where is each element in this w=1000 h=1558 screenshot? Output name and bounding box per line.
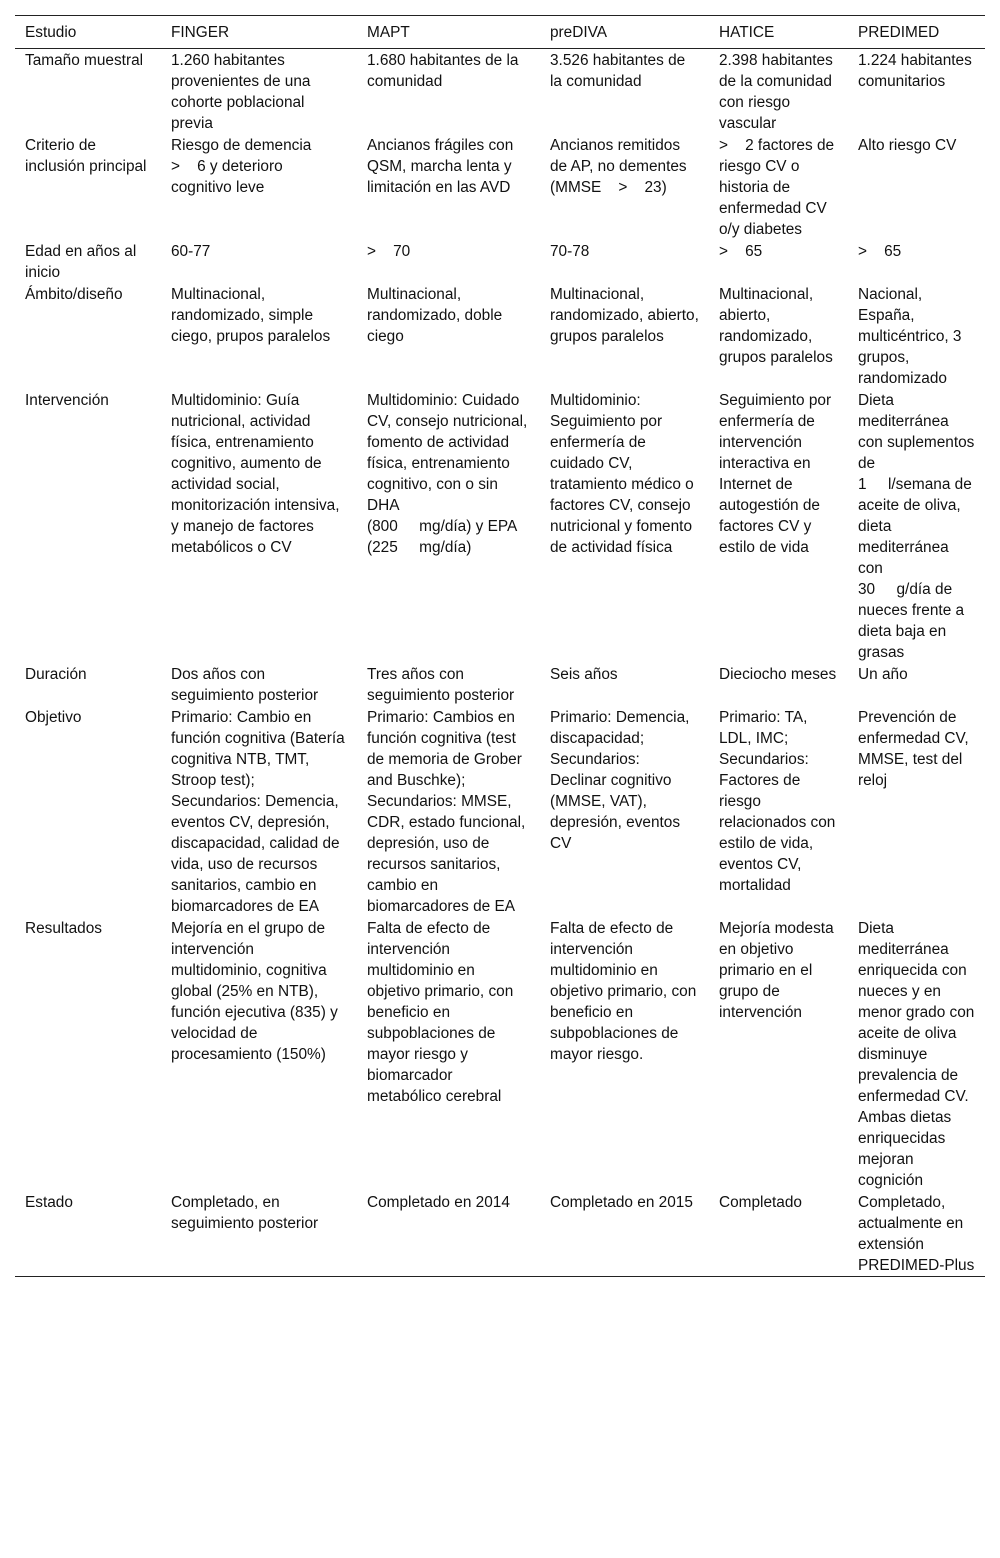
cell-predimed: Prevención de enfermedad CV, MMSE, test del reloj	[858, 709, 969, 789]
cell-hatice: Seguimiento por enfermería de intervención interactiva en Internet de autogestión de factores CV y estilo de vida	[719, 392, 832, 556]
cell-finger: Multinacional, randomizado, simple ciego, prupos paralelos	[171, 286, 331, 345]
cell-prediva: Multidominio: Seguimiento por enfermería de cuidado CV, tratamiento médico o factores CV, consejo nutricional y fomento de actividad física	[550, 392, 694, 556]
table-row	[15, 49, 985, 135]
cell-mapt: 1.680 habitantes de la comunidad	[367, 52, 519, 90]
header-prediva: preDIVA	[550, 24, 608, 41]
row-label: Resultados	[25, 920, 102, 937]
cell-mapt: Tres años con seguimiento posterior	[367, 666, 515, 704]
cell-predimed: Un año	[858, 666, 908, 683]
cell-mapt: > 70	[367, 243, 411, 260]
cell-mapt: Multidominio: Cuidado CV, consejo nutricional, fomento de actividad física, entrenamiento cognitivo, con o sin DHA (800 mg/día) y EPA (225 mg/día)	[367, 392, 528, 556]
cell-predimed: Alto riesgo CV	[858, 137, 957, 154]
cell-prediva: Falta de efecto de intervención multidominio en objetivo primario, con beneficio en subpoblaciones de mayor riesgo.	[550, 920, 697, 1063]
cell-hatice: 2.398 habitantes de la comunidad con riesgo vascular	[719, 52, 833, 132]
cell-predimed: Dieta mediterránea enriquecida con nueces y en menor grado con aceite de oliva disminuye prevalencia de enfermedad CV. Ambas dietas enriquecidas mejoran cognición	[858, 920, 975, 1189]
row-label: Criterio de inclusión principal	[25, 137, 147, 175]
cell-prediva: 3.526 habitantes de la comunidad	[550, 52, 686, 90]
cell-prediva: Primario: Demencia, discapacidad; Secundarios: Declinar cognitivo (MMSE, VAT), depresión, eventos CV	[550, 709, 690, 852]
cell-prediva: Multinacional, randomizado, abierto, grupos paralelos	[550, 286, 699, 345]
cell-mapt: Primario: Cambios en función cognitiva (test de memoria de Grober and Buschke); Secundarios: MMSE, CDR, estado funcional, depresión, uso de recursos sanitarios, cambio en biomarcadores de EA	[367, 709, 526, 915]
cell-finger: Completado, en seguimiento posterior	[171, 1194, 319, 1232]
cell-finger: Primario: Cambio en función cognitiva (Batería cognitiva NTB, TMT, Stroop test); Secundarios: Demencia, eventos CV, depresión, discapacidad, calidad de vida, uso de recursos sanitarios, cambio en biomarcadores de EA	[171, 709, 345, 915]
cell-hatice: Multinacional, abierto, randomizado, grupos paralelos	[719, 286, 833, 366]
table-row	[15, 240, 985, 283]
cell-predimed: > 65	[858, 243, 902, 260]
cell-mapt: Falta de efecto de intervención multidominio en objetivo primario, con beneficio en subpoblaciones de mayor riesgo y biomarcador metabólico cerebral	[367, 920, 514, 1105]
cell-mapt: Completado en 2014	[367, 1194, 510, 1211]
cell-predimed: Nacional, España, multicéntrico, 3 grupos, randomizado	[858, 286, 962, 387]
cell-hatice: > 65	[719, 243, 763, 260]
cell-prediva: Seis años	[550, 666, 618, 683]
cell-finger: Mejoría en el grupo de intervención multidominio, cognitiva global (25% en NTB), función ejecutiva (835) y velocidad de procesamiento (150%)	[171, 920, 338, 1063]
cell-hatice: > 2 factores de riesgo CV o historia de enfermedad CV o/y diabetes	[719, 137, 835, 238]
row-label: Duración	[25, 666, 87, 683]
cell-mapt: Ancianos frágiles con QSM, marcha lenta y limitación en las AVD	[367, 137, 514, 196]
cell-hatice: Dieciocho meses	[719, 666, 837, 683]
cell-finger: Multidominio: Guía nutricional, actividad física, entrenamiento cognitivo, aumento de actividad social, monitorización intensiva, y manejo de factores metabólicos o CV	[171, 392, 340, 556]
table-row	[15, 283, 985, 389]
row-label: Edad en años al inicio	[25, 243, 137, 281]
table-body	[15, 49, 985, 1277]
header-hatice: HATICE	[719, 24, 775, 41]
cell-prediva: Completado en 2015	[550, 1194, 693, 1211]
cell-prediva: Ancianos remitidos de AP, no dementes (MMSE > 23)	[550, 137, 687, 196]
cell-hatice: Mejoría modesta en objetivo primario en el grupo de intervención	[719, 920, 834, 1021]
cell-predimed: Completado, actualmente en extensión PREDIMED-Plus	[858, 1194, 975, 1274]
cell-mapt: Multinacional, randomizado, doble ciego	[367, 286, 503, 345]
header-mapt: MAPT	[367, 24, 410, 41]
cell-predimed: 1.224 habitantes comunitarios	[858, 52, 972, 90]
table-row	[15, 1191, 985, 1277]
cell-finger: Dos años con seguimiento posterior	[171, 666, 319, 704]
row-label: Estado	[25, 1194, 73, 1211]
header-estudio: Estudio	[25, 24, 77, 41]
cell-hatice: Completado	[719, 1194, 802, 1211]
cell-finger: 1.260 habitantes provenientes de una cohorte poblacional previa	[171, 52, 311, 132]
comparison-table-container	[15, 15, 985, 1277]
cell-hatice: Primario: TA, LDL, IMC; Secundarios: Factores de riesgo relacionados con estilo de vida, eventos CV, mortalidad	[719, 709, 836, 894]
row-label: Tamaño muestral	[25, 52, 144, 69]
table-row	[15, 134, 985, 240]
row-label: Ámbito/diseño	[25, 286, 123, 303]
header-row	[15, 16, 985, 49]
cell-prediva: 70-78	[550, 243, 590, 260]
header-finger: FINGER	[171, 24, 230, 41]
row-label: Objetivo	[25, 709, 82, 726]
studies-comparison-table	[15, 15, 985, 1277]
cell-finger: Riesgo de demencia > 6 y deterioro cognitivo leve	[171, 137, 312, 196]
table-row	[15, 663, 985, 706]
table-row	[15, 389, 985, 663]
table-header	[15, 16, 985, 49]
header-predimed: PREDIMED	[858, 24, 940, 41]
table-row	[15, 917, 985, 1191]
cell-predimed: Dieta mediterránea con suplementos de 1 l/semana de aceite de oliva, dieta mediterránea con 30 g/día de nueces frente a dieta baja en grasas	[858, 392, 975, 661]
cell-finger: 60-77	[171, 243, 211, 260]
row-label: Intervención	[25, 392, 109, 409]
table-row	[15, 706, 985, 917]
